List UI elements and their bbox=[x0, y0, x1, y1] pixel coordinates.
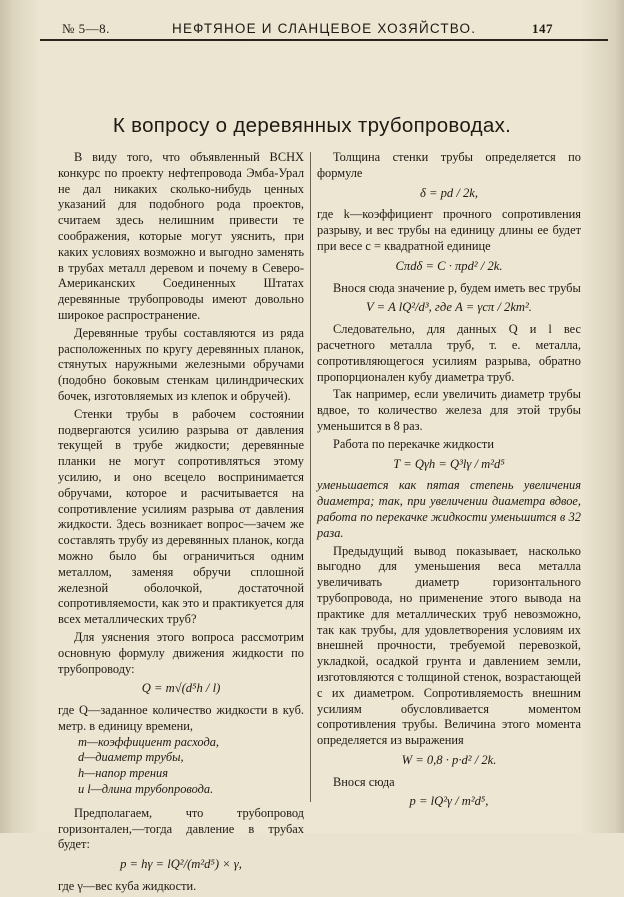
formula-wall-thickness: δ = pd / 2k, bbox=[419, 185, 479, 200]
issue-number: № 5—8. bbox=[62, 21, 110, 36]
formula-flow: Q = m√(d⁵h / l) bbox=[141, 681, 221, 696]
paragraph: Работа по перекачке жидкости bbox=[333, 436, 494, 451]
paragraph: где γ—вес куба жидкости. bbox=[58, 879, 197, 894]
header-rule bbox=[40, 39, 608, 41]
formula-weight: Cπdδ = C · πpd² / 2k. bbox=[395, 258, 503, 273]
legend-q: где Q—заданное количество жидкости в куб. метр. в единицу времени, bbox=[58, 703, 304, 733]
formula-pressure: p = hγ = lQ²/(m²d⁵) × γ, bbox=[120, 857, 242, 872]
paragraph: Так например, если увеличить диаметр трубы вдвое, то количество железа для этой трубы уменьшится в 8 раз. bbox=[317, 387, 581, 433]
formula-pressure-sub: p = lQ²γ / m²d⁵, bbox=[409, 794, 489, 809]
paragraph: Внося сюда bbox=[333, 774, 395, 789]
left-column bbox=[58, 150, 304, 897]
paragraph: Стенки трубы в рабочем состоянии подвергаются усилию разрыва от давления текущей в трубе жидкости; деревянные планки не могут сопротивляться этому усилию, и оно всецело воспринимается обручами, которое и расчитывается на сопротивление усилиям разрыва от давления жидкости. Здесь возникает вопрос—зачем же составлять трубу из деревянных планок, когда можно было бы ограничиться одним металлом, заменяя обручи сплошной железной оболочкой, достаточной сопротивляемости, как это и практикуется для всех металлических труб? bbox=[58, 406, 304, 627]
paragraph: уменьшается как пятая степень увеличения диаметра; так, при увеличении диаметра вдвое, работа по перекачке жидкости уменьшится в 32 раза. bbox=[317, 478, 581, 540]
legend-l: и l—длина трубопровода. bbox=[78, 782, 214, 797]
paragraph: Для уяснения этого вопроса рассмотрим основную формулу движения жидкости по трубопроводу: bbox=[58, 629, 304, 676]
legend-d: d—диаметр трубы, bbox=[78, 750, 184, 765]
paragraph: где k—коэффициент прочного сопротивления разрыву, и вес трубы на единицу длины ее будет при весе c = квадратной единице bbox=[317, 207, 581, 253]
running-header bbox=[32, 21, 610, 37]
formula-work: T = Qγh = Q³lγ / m²d⁵ bbox=[393, 456, 505, 471]
article-title: К вопросу о деревянных трубопроводах. bbox=[112, 114, 512, 137]
legend-m: m—коэффициент расхода, bbox=[78, 734, 220, 749]
paragraph: Внося сюда значение p, будем иметь вес трубы bbox=[333, 280, 581, 295]
formula-moment: W = 0,8 · p·d² / 2k. bbox=[401, 752, 497, 767]
page-number: 147 bbox=[532, 21, 553, 36]
legend-h: h—напор трения bbox=[78, 766, 168, 781]
right-column bbox=[317, 150, 581, 816]
paragraph: Следовательно, для данных Q и l вес расчетного металла труб, т. е. металла, сопротивляющегося усилиям разрыва, обратно пропорционален кубу диаметра труб. bbox=[317, 322, 581, 384]
paragraph: Толщина стенки трубы определяется по формуле bbox=[317, 150, 581, 180]
column-divider bbox=[310, 152, 311, 802]
paragraph: Деревянные трубы составляются из ряда расположенных по кругу деревянных планок, стянутых наружными железными обручами (подобно боковым стенкам цилиндрических бочек, изготовляемых из клепок и обручей). bbox=[58, 325, 304, 403]
paragraph: В виду того, что объявленный ВСНХ конкурс по проекту нефтепровода Эмба-Урал не дал никаких сколько-нибудь ценных указаний для подобного рода проектов, считаем здесь нелишним привести те соображения, которые могут уяснить, при каких условиях возможно и выгодно заменять в трубах металл деревом и почему в Северо-Американских Соединенных Штатах деревянные трубопроводы имеют довольно широкое распространение. bbox=[58, 150, 304, 322]
formula-pipe-weight: V = A lQ²/d³, где A = γcπ / 2km². bbox=[366, 300, 532, 315]
formula-legend bbox=[58, 703, 304, 798]
journal-title: НЕФТЯНОЕ И СЛАНЦЕВОЕ ХОЗЯЙСТВО. bbox=[172, 21, 477, 36]
paragraph: Предыдущий вывод показывает, насколько выгодно для уменьшения веса металла увеличивать диаметр горизонтального трубопровода, но применение этого вывода на практике для металлических труб невозможно, так как трубы, для удовлетворения условиям их внешней прочности, требуемой перевозкой, укладкой, осадкой грунта и давлением земли, изготовляются с толщиной стенок, возрастающей с их диаметром. Сопротивляемость внешним усилиям обусловливается моментом сопротивления трубы. Величина этого момента определяется из выражения bbox=[317, 543, 581, 748]
paragraph: Предполагаем, что трубопровод горизонтален,—тогда давление в трубах будет: bbox=[58, 805, 304, 852]
